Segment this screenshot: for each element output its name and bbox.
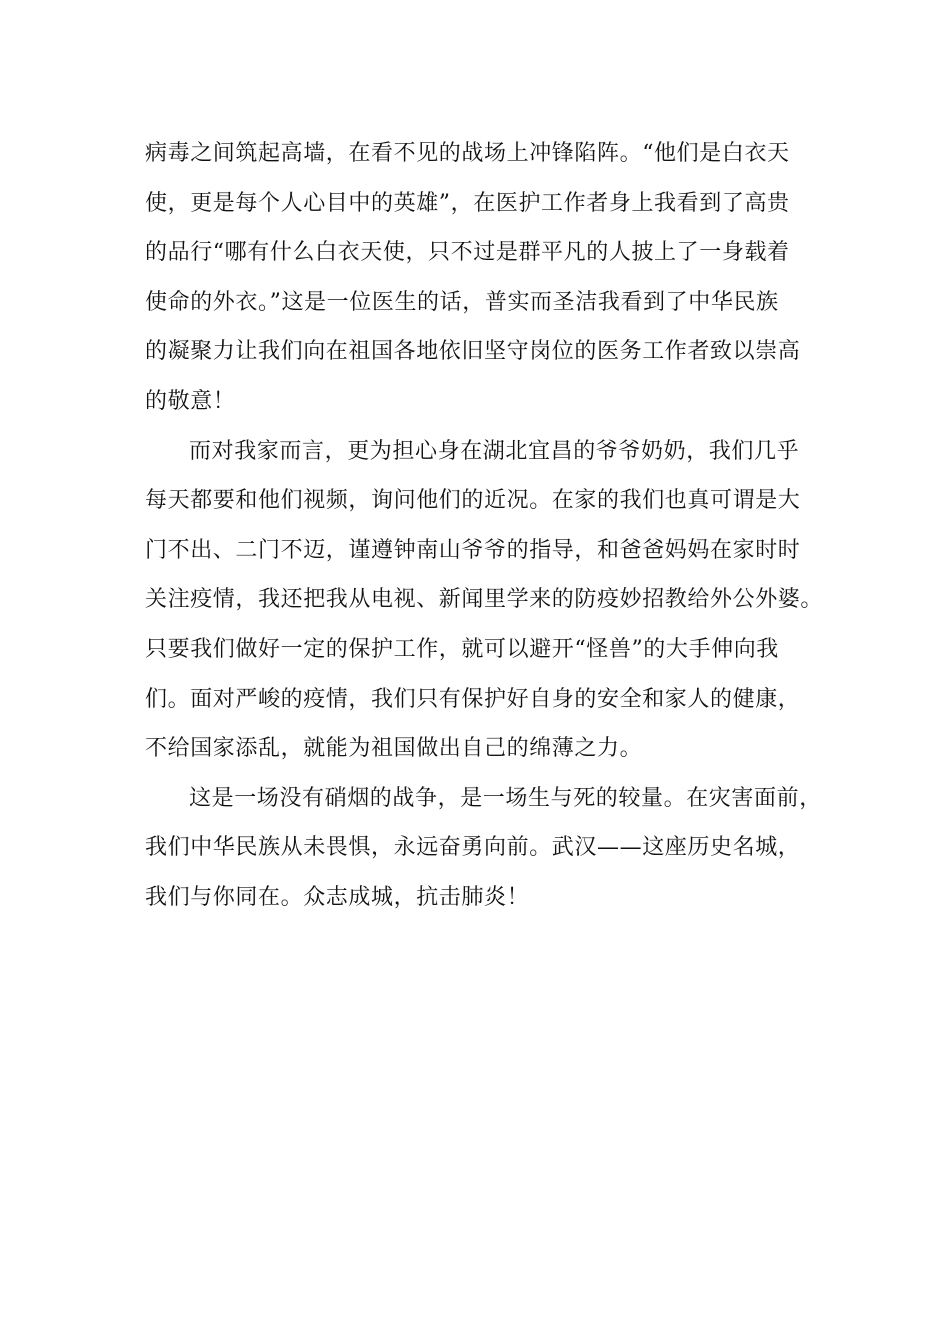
text-line: 我们与你同在。众志成城，抗击肺炎！ <box>145 884 530 910</box>
text-line: 门不出、二门不迈，谨遵钟南山爷爷的指导，和爸爸妈妈在家时时 <box>145 537 801 563</box>
text-line: 只要我们做好一定的保护工作，就可以避开“怪兽”的大手伸向我 <box>145 636 779 662</box>
text-line: 而对我家而言，更为担心身在湖北宜昌的爷爷奶奶，我们几乎 <box>189 438 800 464</box>
text-line: 关注疫情，我还把我从电视、新闻里学来的防疫妙招教给外公外婆。 <box>145 587 824 613</box>
text-line: 的敬意！ <box>145 388 236 414</box>
text-line: 的品行“哪有什么白衣天使，只不过是群平凡的人披上了一身载着 <box>145 240 790 266</box>
paragraph-2 <box>145 427 845 774</box>
text-line: 病毒之间筑起高墙，在看不见的战场上冲锋陷阵。“他们是白衣天 <box>145 141 790 166</box>
body-text <box>145 129 845 923</box>
text-line: 使，更是每个人心目中的英雄”，在医护工作者身上我看到了高贵 <box>145 190 790 216</box>
text-line: 每天都要和他们视频，询问他们的近况。在家的我们也真可谓是大 <box>145 488 801 514</box>
text-line: 使命的外衣。”这是一位医生的话，普实而圣洁我看到了中华民族 <box>145 289 779 315</box>
paragraph-3 <box>145 774 845 923</box>
text-line: 我们中华民族从未畏惧，永远奋勇向前。武汉——这座历史名城， <box>145 835 801 861</box>
text-line: 的凝聚力让我们向在祖国各地依旧坚守岗位的医务工作者致以崇高 <box>145 339 801 365</box>
text-line: 这是一场没有硝烟的战争，是一场生与死的较量。在灾害面前， <box>189 785 822 811</box>
paragraph-1 <box>145 129 845 427</box>
text-line: 不给国家添乱，就能为祖国做出自己的绵薄之力。 <box>145 736 643 762</box>
text-line: 们。面对严峻的疫情，我们只有保护好自身的安全和家人的健康， <box>145 686 801 712</box>
